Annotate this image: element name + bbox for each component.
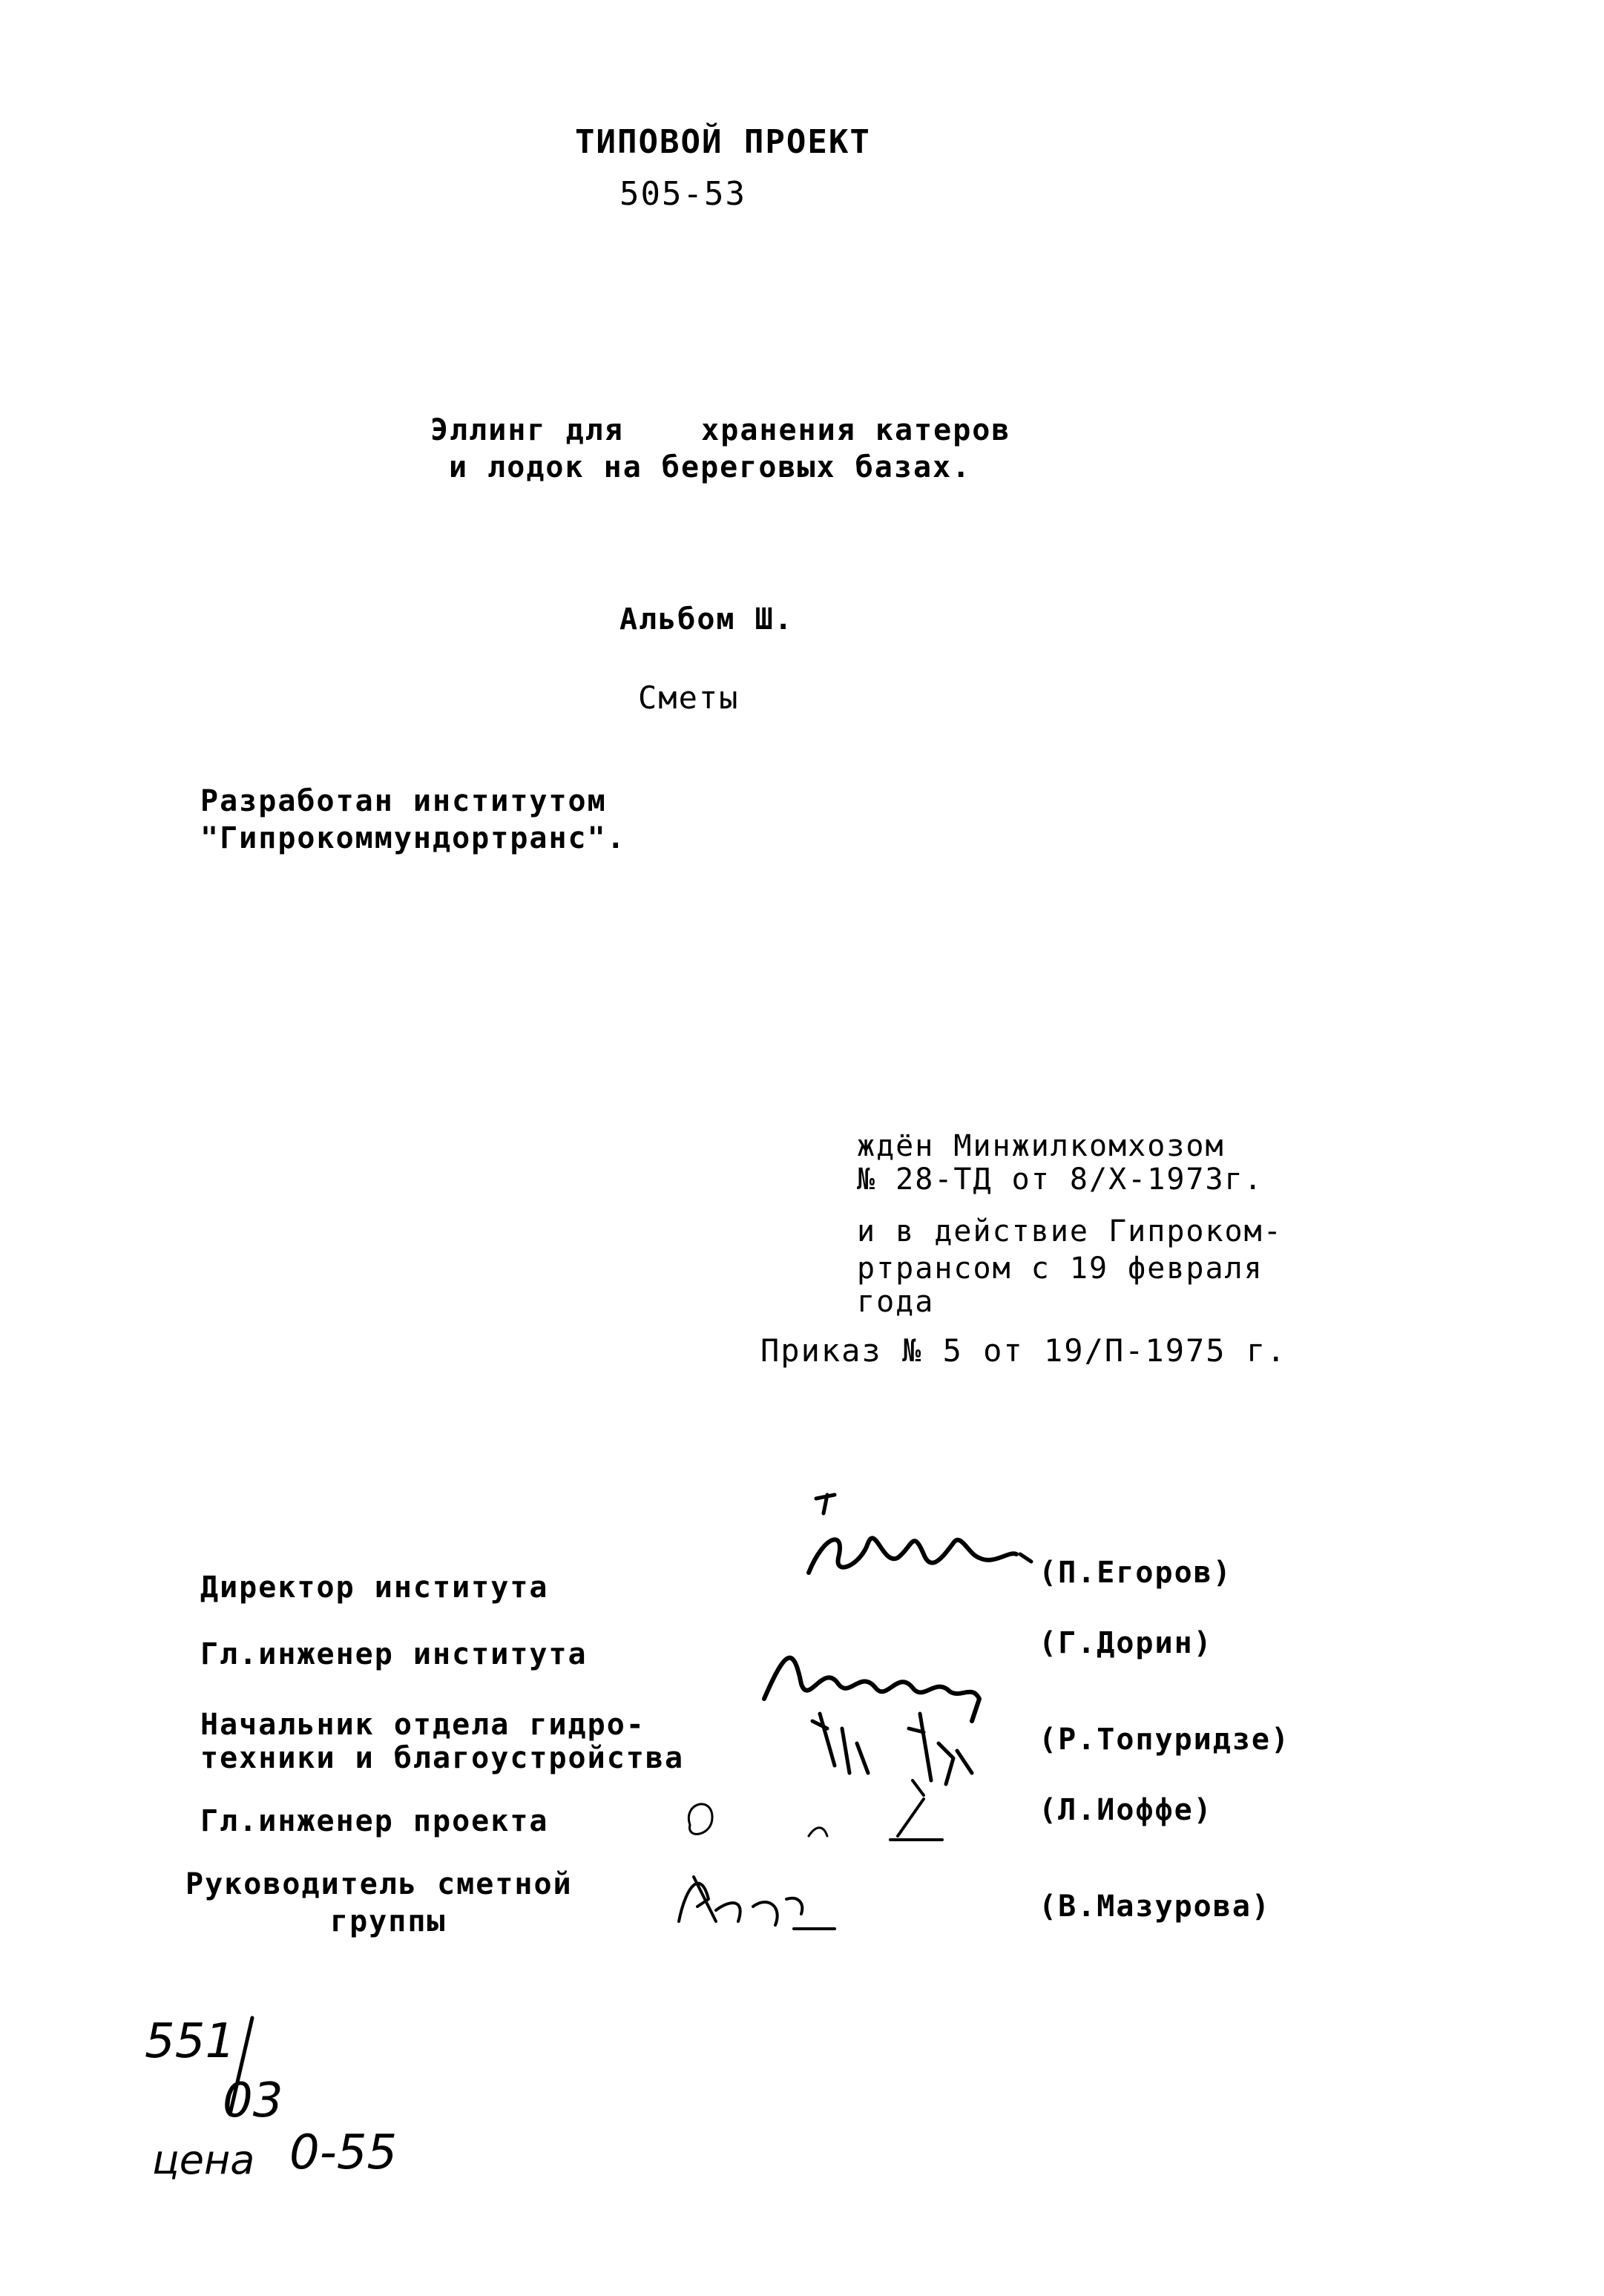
title-line-2: и лодок на береговых базах. [449,450,972,484]
role-head-department-line-1: Начальник отдела гидро- [200,1708,645,1742]
role-chief-engineer-project: Гл.инженер проекта [200,1804,549,1838]
name-topuridze: (Р.Топуридзе) [1039,1723,1291,1757]
approval-order: Приказ № 5 от 19/П-1975 г. [760,1332,1287,1369]
price-value: 0-55 [289,2125,398,2180]
volume-title: Сметы [638,680,740,716]
signature-ioffe [668,1766,979,1862]
signature-egorov [794,1484,1046,1595]
developer-line-1: Разработан институтом [200,784,607,818]
signature-mazurova [664,1855,842,1944]
name-egorov: (П.Егоров) [1039,1556,1232,1590]
name-mazurova: (В.Мазурова) [1039,1889,1271,1924]
approval-line-5: года [857,1285,935,1319]
approval-line-4: ртрансом с 19 февраля [857,1251,1263,1286]
name-ioffe: (Л.Иоффе) [1039,1793,1213,1827]
approval-line-3: и в действие Гипроком- [857,1214,1283,1249]
project-label: ТИПОВОЙ ПРОЕКТ [575,123,871,161]
title-line-1: Эллинг для хранения катеров [430,413,1011,447]
role-head-department-line-2: техники и благоустройства [200,1741,685,1775]
role-chief-engineer-institute: Гл.инженер института [200,1637,588,1671]
catalog-code-top: 551 [145,2014,236,2069]
name-dorin: (Г.Дорин) [1039,1626,1213,1660]
project-number: 505-53 [619,175,746,213]
price-label: цена [152,2137,255,2183]
catalog-code-bottom: 03 [223,2073,283,2128]
approval-line-2: № 28-ТД от 8/Х-1973г. [857,1162,1263,1197]
developer-line-2: "Гипрокоммундортранс". [200,821,626,855]
role-director: Директор института [200,1570,549,1605]
role-estimate-head-line-2: группы [330,1904,447,1938]
approval-line-1: ждён Минжилкомхозом [857,1129,1225,1163]
album-label: Альбом Ш. [619,602,794,637]
role-estimate-head-line-1: Руководитель сметной [185,1867,573,1901]
